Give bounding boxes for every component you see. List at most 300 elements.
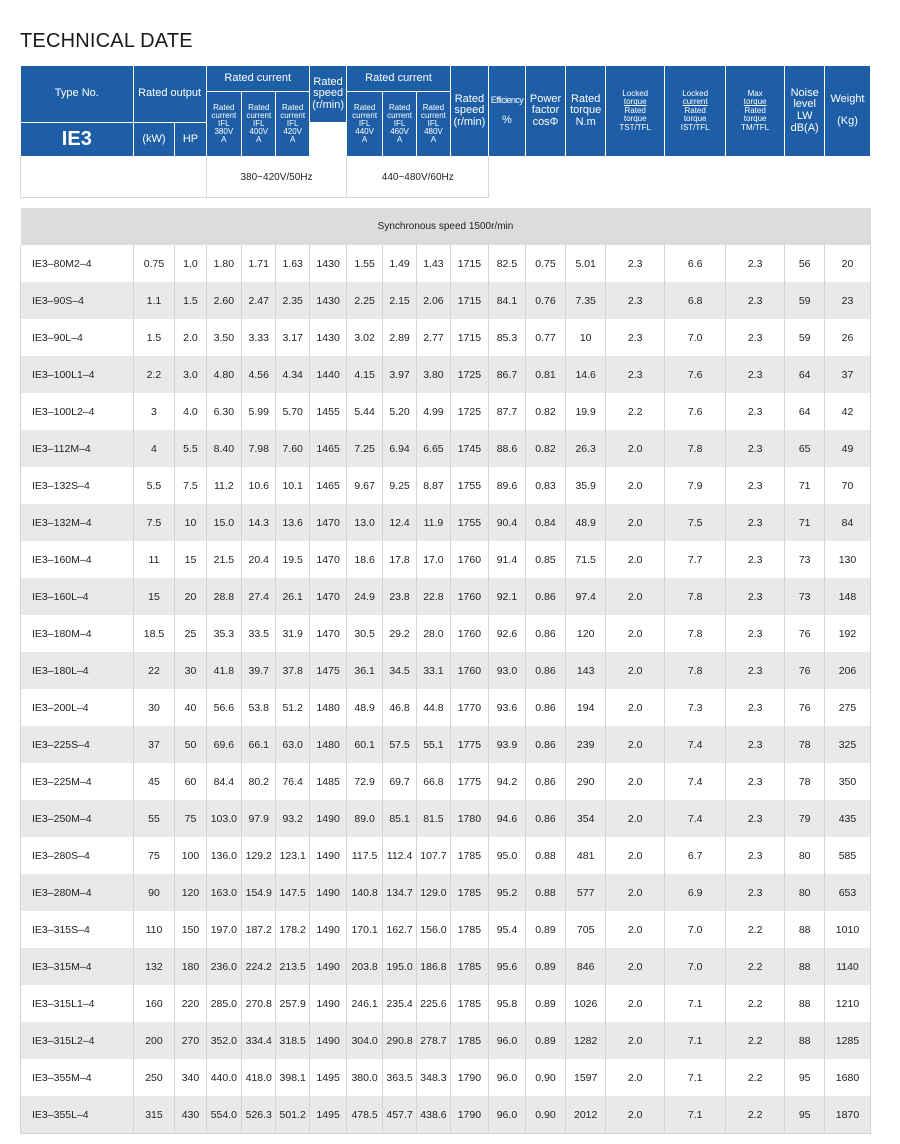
- value-cell: 35.3: [206, 615, 241, 652]
- value-cell: 9.67: [347, 467, 382, 504]
- value-cell: 27.4: [242, 578, 276, 615]
- value-cell: 577: [566, 874, 606, 911]
- value-cell: 80: [785, 874, 825, 911]
- value-cell: 20: [824, 245, 870, 282]
- value-cell: 203.8: [347, 948, 382, 985]
- value-cell: 1790: [450, 1059, 489, 1096]
- value-cell: 257.9: [276, 985, 309, 1022]
- value-cell: 501.2: [276, 1096, 309, 1134]
- value-cell: 76: [785, 652, 825, 689]
- value-cell: 2.0: [605, 430, 664, 467]
- value-cell: 9.25: [382, 467, 416, 504]
- value-cell: 2.3: [725, 467, 784, 504]
- value-cell: 352.0: [206, 1022, 241, 1059]
- value-cell: 18.5: [133, 615, 175, 652]
- value-cell: 37.8: [276, 652, 309, 689]
- value-cell: 88: [785, 985, 825, 1022]
- value-cell: 2.3: [725, 393, 784, 430]
- value-cell: 0.83: [525, 467, 566, 504]
- value-cell: 3.50: [206, 319, 241, 356]
- value-cell: 93.2: [276, 800, 309, 837]
- value-cell: 1760: [450, 578, 489, 615]
- value-cell: 1430: [309, 282, 347, 319]
- rated-current-460v-header: Rated current IFL 460V A: [382, 92, 416, 157]
- table-row: [21, 800, 871, 837]
- value-cell: 186.8: [417, 948, 450, 985]
- value-cell: 1490: [309, 874, 347, 911]
- type-no-cell: IE3–250M–4: [21, 800, 134, 837]
- value-cell: 220: [175, 985, 206, 1022]
- value-cell: 270.8: [242, 985, 276, 1022]
- value-cell: 11.2: [206, 467, 241, 504]
- value-cell: 1785: [450, 837, 489, 874]
- value-cell: 2.3: [725, 504, 784, 541]
- value-cell: 44.8: [417, 689, 450, 726]
- value-cell: 0.90: [525, 1059, 566, 1096]
- value-cell: 7.4: [665, 763, 725, 800]
- value-cell: 0.86: [525, 726, 566, 763]
- value-cell: 84.1: [489, 282, 526, 319]
- value-cell: 95.6: [489, 948, 526, 985]
- value-cell: 3.33: [242, 319, 276, 356]
- value-cell: 6.7: [665, 837, 725, 874]
- value-cell: 25: [175, 615, 206, 652]
- value-cell: 60: [175, 763, 206, 800]
- value-cell: 7.5: [175, 467, 206, 504]
- value-cell: 23.8: [382, 578, 416, 615]
- value-cell: 93.9: [489, 726, 526, 763]
- value-cell: 22: [133, 652, 175, 689]
- value-cell: 59: [785, 282, 825, 319]
- value-cell: 2.3: [725, 837, 784, 874]
- value-cell: 3.97: [382, 356, 416, 393]
- value-cell: 380.0: [347, 1059, 382, 1096]
- value-cell: 0.86: [525, 615, 566, 652]
- value-cell: 1495: [309, 1059, 347, 1096]
- value-cell: 5.70: [276, 393, 309, 430]
- power-factor-header: Power factor cosΦ: [525, 66, 566, 157]
- value-cell: 2.89: [382, 319, 416, 356]
- value-cell: 1.1: [133, 282, 175, 319]
- value-cell: 2.0: [605, 726, 664, 763]
- value-cell: 76: [785, 689, 825, 726]
- value-cell: 7.1: [665, 985, 725, 1022]
- value-cell: 28.0: [417, 615, 450, 652]
- value-cell: 1755: [450, 504, 489, 541]
- value-cell: 1715: [450, 245, 489, 282]
- value-cell: 7.25: [347, 430, 382, 467]
- type-no-cell: IE3–180L–4: [21, 652, 134, 689]
- value-cell: 213.5: [276, 948, 309, 985]
- value-cell: 348.3: [417, 1059, 450, 1096]
- value-cell: 0.86: [525, 800, 566, 837]
- value-cell: 97.4: [566, 578, 606, 615]
- value-cell: 71: [785, 467, 825, 504]
- value-cell: 66.8: [417, 763, 450, 800]
- type-no-cell: IE3–355M–4: [21, 1059, 134, 1096]
- value-cell: 1465: [309, 467, 347, 504]
- type-no-cell: IE3–315M–4: [21, 948, 134, 985]
- value-cell: 304.0: [347, 1022, 382, 1059]
- value-cell: 2.0: [605, 467, 664, 504]
- value-cell: 340: [175, 1059, 206, 1096]
- value-cell: 24.9: [347, 578, 382, 615]
- value-cell: 1475: [309, 652, 347, 689]
- hp-header: HP: [175, 123, 206, 157]
- value-cell: 278.7: [417, 1022, 450, 1059]
- value-cell: 148: [824, 578, 870, 615]
- table-row: [21, 430, 871, 467]
- value-cell: 85.3: [489, 319, 526, 356]
- value-cell: 1785: [450, 948, 489, 985]
- table-row: [21, 504, 871, 541]
- value-cell: 17.0: [417, 541, 450, 578]
- value-cell: 1490: [309, 948, 347, 985]
- value-cell: 2.3: [725, 578, 784, 615]
- value-cell: 95.0: [489, 837, 526, 874]
- value-cell: 206: [824, 652, 870, 689]
- table-row: [21, 726, 871, 763]
- value-cell: 1.0: [175, 245, 206, 282]
- value-cell: 14.6: [566, 356, 606, 393]
- value-cell: 290: [566, 763, 606, 800]
- table-row: [21, 356, 871, 393]
- value-cell: 2.2: [725, 985, 784, 1022]
- value-cell: 96.0: [489, 1096, 526, 1134]
- value-cell: 15.0: [206, 504, 241, 541]
- value-cell: 100: [175, 837, 206, 874]
- value-cell: 2.2: [725, 1022, 784, 1059]
- table-row: [21, 541, 871, 578]
- value-cell: 5.5: [175, 430, 206, 467]
- value-cell: 1785: [450, 911, 489, 948]
- value-cell: 1597: [566, 1059, 606, 1096]
- value-cell: 1725: [450, 356, 489, 393]
- value-cell: 2.3: [725, 652, 784, 689]
- value-cell: 33.1: [417, 652, 450, 689]
- value-cell: 7.8: [665, 578, 725, 615]
- value-cell: 35.9: [566, 467, 606, 504]
- value-cell: 4.99: [417, 393, 450, 430]
- table-row: [21, 282, 871, 319]
- value-cell: 2.2: [725, 948, 784, 985]
- value-cell: 2.3: [725, 689, 784, 726]
- value-cell: 334.4: [242, 1022, 276, 1059]
- type-no-cell: IE3–132M–4: [21, 504, 134, 541]
- value-cell: 1.80: [206, 245, 241, 282]
- value-cell: 1790: [450, 1096, 489, 1134]
- value-cell: 1490: [309, 837, 347, 874]
- value-cell: 30.5: [347, 615, 382, 652]
- table-row: [21, 652, 871, 689]
- value-cell: 94.2: [489, 763, 526, 800]
- value-cell: 2.2: [725, 911, 784, 948]
- value-cell: 1.43: [417, 245, 450, 282]
- value-cell: 12.4: [382, 504, 416, 541]
- value-cell: 2.3: [725, 356, 784, 393]
- rated-output-header: Rated output: [133, 66, 206, 123]
- table-row: [21, 837, 871, 874]
- value-cell: 170.1: [347, 911, 382, 948]
- value-cell: 2012: [566, 1096, 606, 1134]
- value-cell: 69.7: [382, 763, 416, 800]
- value-cell: 200: [133, 1022, 175, 1059]
- value-cell: 15: [133, 578, 175, 615]
- value-cell: 440.0: [206, 1059, 241, 1096]
- value-cell: 96.0: [489, 1059, 526, 1096]
- value-cell: 70: [824, 467, 870, 504]
- value-cell: 95.2: [489, 874, 526, 911]
- table-row: [21, 689, 871, 726]
- value-cell: 2.0: [605, 911, 664, 948]
- value-cell: 88: [785, 948, 825, 985]
- value-cell: 75: [175, 800, 206, 837]
- value-cell: 88: [785, 1022, 825, 1059]
- value-cell: 0.85: [525, 541, 566, 578]
- value-cell: 290.8: [382, 1022, 416, 1059]
- value-cell: 1.63: [276, 245, 309, 282]
- value-cell: 2.2: [725, 1096, 784, 1134]
- rated-current-50hz-header: Rated current: [206, 66, 309, 92]
- value-cell: 2.3: [725, 726, 784, 763]
- value-cell: 1490: [309, 911, 347, 948]
- value-cell: 705: [566, 911, 606, 948]
- value-cell: 7.5: [665, 504, 725, 541]
- value-cell: 31.9: [276, 615, 309, 652]
- value-cell: 20.4: [242, 541, 276, 578]
- value-cell: 60.1: [347, 726, 382, 763]
- value-cell: 143: [566, 652, 606, 689]
- rated-current-400v-header: Rated current IFL 400V A: [242, 92, 276, 157]
- value-cell: 6.8: [665, 282, 725, 319]
- value-cell: 1026: [566, 985, 606, 1022]
- value-cell: 78: [785, 726, 825, 763]
- value-cell: 1780: [450, 800, 489, 837]
- value-cell: 0.89: [525, 1022, 566, 1059]
- value-cell: 96.0: [489, 1022, 526, 1059]
- value-cell: 4.34: [276, 356, 309, 393]
- value-cell: 2.15: [382, 282, 416, 319]
- value-cell: 136.0: [206, 837, 241, 874]
- value-cell: 1480: [309, 689, 347, 726]
- value-cell: 7.1: [665, 1096, 725, 1134]
- table-row: [21, 245, 871, 282]
- value-cell: 0.77: [525, 319, 566, 356]
- value-cell: 11.9: [417, 504, 450, 541]
- value-cell: 120: [175, 874, 206, 911]
- value-cell: 80: [785, 837, 825, 874]
- value-cell: 2.77: [417, 319, 450, 356]
- type-no-cell: IE3–80M2–4: [21, 245, 134, 282]
- value-cell: 0.81: [525, 356, 566, 393]
- max-torque-header: Max torque Rated torque TM/TFL: [725, 66, 784, 157]
- value-cell: 85.1: [382, 800, 416, 837]
- value-cell: 71.5: [566, 541, 606, 578]
- value-cell: 1680: [824, 1059, 870, 1096]
- value-cell: 94.6: [489, 800, 526, 837]
- value-cell: 187.2: [242, 911, 276, 948]
- type-no-header: Type No.: [21, 66, 134, 123]
- value-cell: 2.0: [605, 837, 664, 874]
- value-cell: 1490: [309, 800, 347, 837]
- value-cell: 0.86: [525, 689, 566, 726]
- voltage-50hz-label: 380~420V/50Hz: [206, 157, 347, 198]
- value-cell: 2.47: [242, 282, 276, 319]
- voltage-60hz-label: 440~480V/60Hz: [347, 157, 489, 198]
- type-no-cell: IE3–90S–4: [21, 282, 134, 319]
- type-no-cell: IE3–225M–4: [21, 763, 134, 800]
- value-cell: 91.4: [489, 541, 526, 578]
- value-cell: 156.0: [417, 911, 450, 948]
- value-cell: 4.0: [175, 393, 206, 430]
- value-cell: 1715: [450, 319, 489, 356]
- value-cell: 2.0: [605, 1059, 664, 1096]
- value-cell: 7.60: [276, 430, 309, 467]
- value-cell: 846: [566, 948, 606, 985]
- value-cell: 1440: [309, 356, 347, 393]
- value-cell: 23: [824, 282, 870, 319]
- value-cell: 1715: [450, 282, 489, 319]
- value-cell: 163.0: [206, 874, 241, 911]
- value-cell: 7.5: [133, 504, 175, 541]
- value-cell: 1760: [450, 541, 489, 578]
- value-cell: 2.3: [605, 282, 664, 319]
- value-cell: 55: [133, 800, 175, 837]
- model-class-label: IE3: [21, 123, 134, 157]
- value-cell: 1745: [450, 430, 489, 467]
- value-cell: 0.75: [133, 245, 175, 282]
- value-cell: 14.3: [242, 504, 276, 541]
- value-cell: 225.6: [417, 985, 450, 1022]
- value-cell: 107.7: [417, 837, 450, 874]
- rated-current-420v-header: Rated current IFL 420V A: [276, 92, 309, 157]
- value-cell: 28.8: [206, 578, 241, 615]
- table-row: [21, 615, 871, 652]
- rated-current-380v-header: Rated current IFL 380V A: [206, 92, 241, 157]
- value-cell: 10.6: [242, 467, 276, 504]
- value-cell: 2.06: [417, 282, 450, 319]
- data-rows: [21, 245, 871, 1134]
- value-cell: 3: [133, 393, 175, 430]
- value-cell: 129.0: [417, 874, 450, 911]
- value-cell: 22.8: [417, 578, 450, 615]
- value-cell: 6.94: [382, 430, 416, 467]
- value-cell: 270: [175, 1022, 206, 1059]
- value-cell: 39.7: [242, 652, 276, 689]
- value-cell: 69.6: [206, 726, 241, 763]
- value-cell: 438.6: [417, 1096, 450, 1134]
- rated-current-480v-header: Rated current IFL 480V A: [417, 92, 450, 157]
- value-cell: 76: [785, 615, 825, 652]
- value-cell: 95: [785, 1059, 825, 1096]
- type-no-cell: IE3–200L–4: [21, 689, 134, 726]
- value-cell: 0.88: [525, 874, 566, 911]
- value-cell: 112.4: [382, 837, 416, 874]
- value-cell: 2.3: [725, 800, 784, 837]
- value-cell: 18.6: [347, 541, 382, 578]
- type-no-cell: IE3–180M–4: [21, 615, 134, 652]
- value-cell: 2.3: [605, 319, 664, 356]
- value-cell: 1470: [309, 541, 347, 578]
- type-no-cell: IE3–90L–4: [21, 319, 134, 356]
- value-cell: 90.4: [489, 504, 526, 541]
- value-cell: 36.1: [347, 652, 382, 689]
- page-title: TECHNICAL DATE: [20, 30, 193, 52]
- type-no-cell: IE3–160L–4: [21, 578, 134, 615]
- value-cell: 1480: [309, 726, 347, 763]
- value-cell: 363.5: [382, 1059, 416, 1096]
- type-no-cell: IE3–355L–4: [21, 1096, 134, 1134]
- type-no-cell: IE3–112M–4: [21, 430, 134, 467]
- value-cell: 10.1: [276, 467, 309, 504]
- table-row: [21, 393, 871, 430]
- value-cell: 2.0: [605, 504, 664, 541]
- rated-speed-60hz-header: Rated speed (r/min): [450, 66, 489, 157]
- value-cell: 0.89: [525, 985, 566, 1022]
- value-cell: 13.6: [276, 504, 309, 541]
- value-cell: 1495: [309, 1096, 347, 1134]
- locked-torque-header: Locked torque Rated torque TST/TFL: [605, 66, 664, 157]
- value-cell: 0.84: [525, 504, 566, 541]
- value-cell: 147.5: [276, 874, 309, 911]
- value-cell: 2.25: [347, 282, 382, 319]
- value-cell: 2.2: [133, 356, 175, 393]
- value-cell: 2.0: [605, 985, 664, 1022]
- value-cell: 418.0: [242, 1059, 276, 1096]
- value-cell: 325: [824, 726, 870, 763]
- value-cell: 129.2: [242, 837, 276, 874]
- rated-speed-50hz-header: Rated speed (r/min): [309, 66, 347, 123]
- value-cell: 92.1: [489, 578, 526, 615]
- value-cell: 103.0: [206, 800, 241, 837]
- value-cell: 97.9: [242, 800, 276, 837]
- value-cell: 81.5: [417, 800, 450, 837]
- type-no-cell: IE3–132S–4: [21, 467, 134, 504]
- value-cell: 1430: [309, 319, 347, 356]
- value-cell: 275: [824, 689, 870, 726]
- value-cell: 2.0: [605, 763, 664, 800]
- value-cell: 7.35: [566, 282, 606, 319]
- value-cell: 3.0: [175, 356, 206, 393]
- table-row: [21, 985, 871, 1022]
- value-cell: 1.71: [242, 245, 276, 282]
- value-cell: 1760: [450, 615, 489, 652]
- value-cell: 1210: [824, 985, 870, 1022]
- value-cell: 239: [566, 726, 606, 763]
- value-cell: 17.8: [382, 541, 416, 578]
- value-cell: 30: [175, 652, 206, 689]
- type-no-cell: IE3–225S–4: [21, 726, 134, 763]
- value-cell: 1755: [450, 467, 489, 504]
- value-cell: 235.4: [382, 985, 416, 1022]
- value-cell: 315: [133, 1096, 175, 1134]
- value-cell: 7.8: [665, 615, 725, 652]
- table-row: [21, 319, 871, 356]
- value-cell: 93.6: [489, 689, 526, 726]
- type-no-cell: IE3–315S–4: [21, 911, 134, 948]
- table-row: [21, 911, 871, 948]
- value-cell: 84.4: [206, 763, 241, 800]
- value-cell: 7.0: [665, 948, 725, 985]
- value-cell: 26: [824, 319, 870, 356]
- table-row: [21, 578, 871, 615]
- value-cell: 4: [133, 430, 175, 467]
- value-cell: 123.1: [276, 837, 309, 874]
- value-cell: 45: [133, 763, 175, 800]
- value-cell: 75: [133, 837, 175, 874]
- value-cell: 192: [824, 615, 870, 652]
- value-cell: 132: [133, 948, 175, 985]
